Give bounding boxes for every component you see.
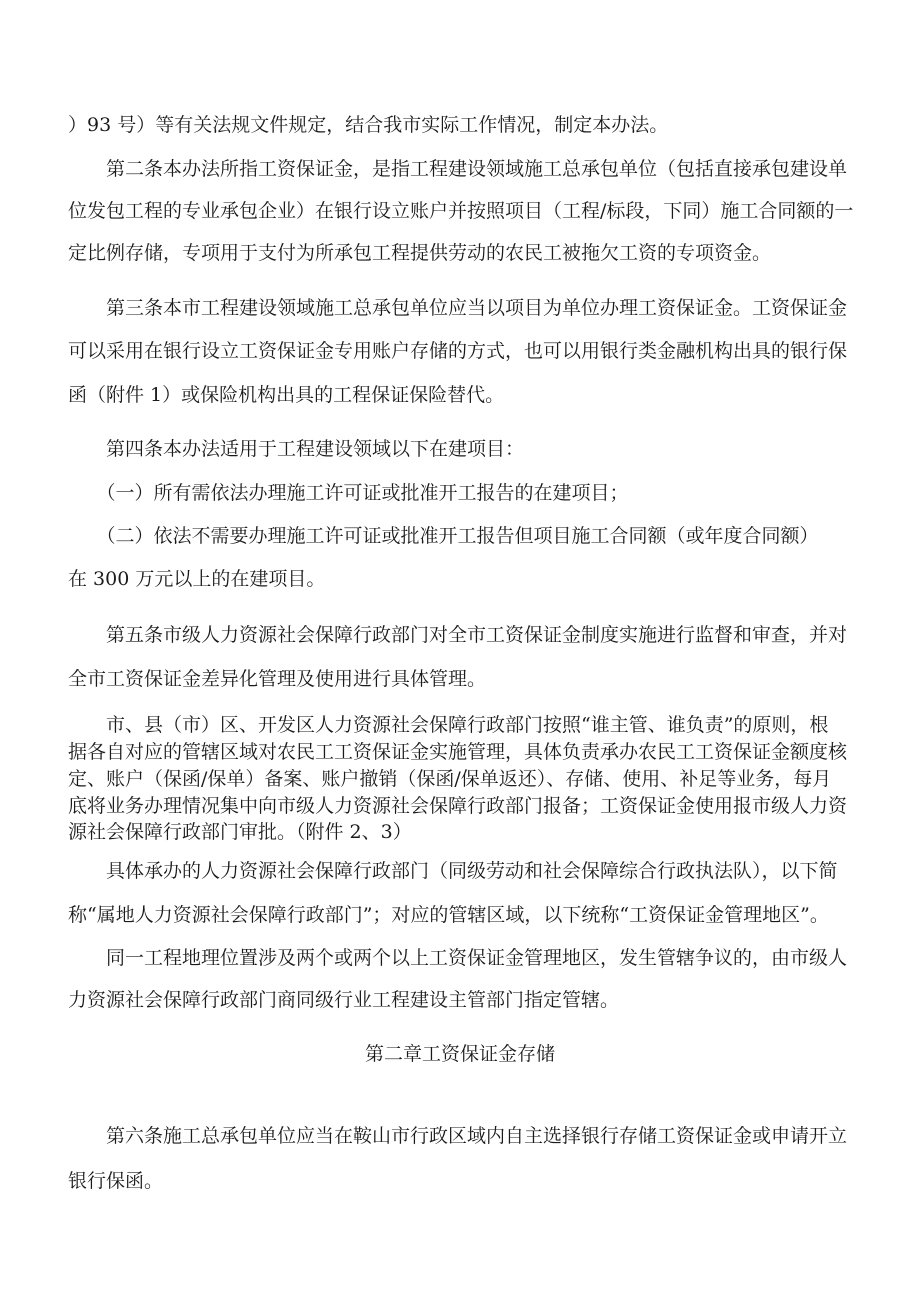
text-line: 全市工资保证金差异化管理及使用进行具体管理。 [68, 668, 487, 690]
text-line: 可以采用在银行设立工资保证金专用账户存储的方式，也可以用银行类金融机构出具的银行保 [68, 340, 848, 362]
text-line: 位发包工程的专业承包企业）在银行设立账户并按照项目（工程/标段，下同）施工合同额的一 [68, 200, 854, 222]
text-line: 在 300 万元以上的在建项目。 [68, 568, 326, 590]
text-line: 同一工程地理位置涉及两个或两个以上工资保证金管理地区，发生管辖争议的，由市级人 [68, 947, 848, 969]
chapter-heading: 第二章工资保证金存储 [364, 1043, 555, 1065]
text-line: 源社会保障行政部门审批。（附件 2、3） [68, 821, 412, 843]
text-line: 底将业务办理情况集中向市级人力资源社会保障行政部门报备；工资保证金使用报市级人力资 [68, 795, 848, 817]
text-line: 力资源社会保障行政部门商同级行业工程建设主管部门指定管辖。 [68, 989, 620, 1011]
text-line: （二）依法不需要办理施工许可证或批准开工报告但项目施工合同额（或年度合同额） [68, 525, 819, 547]
text-line: 定、账户（保函/保单）备案、账户撤销（保函/保单返还）、存储、使用、补足等业务，每月 [68, 768, 832, 790]
text-line: 具体承办的人力资源社会保障行政部门（同级劳动和社会保障综合行政执法队），以下简 [68, 860, 838, 882]
text-line: 第三条本市工程建设领域施工总承包单位应当以项目为单位办理工资保证金。工资保证金 [68, 297, 848, 319]
text-line: 第六条施工总承包单位应当在鞍山市行政区域内自主选择银行存储工资保证金或申请开立 [68, 1125, 848, 1147]
text-line: 定比例存储，专项用于支付为所承包工程提供劳动的农民工被拖欠工资的专项资金。 [68, 242, 772, 264]
text-line: 银行保函。 [68, 1170, 164, 1192]
text-line: 函（附件 1）或保险机构出具的工程保证保险替代。 [68, 384, 505, 406]
text-line: 第二条本办法所指工资保证金，是指工程建设领域施工总承包单位（包括直接承包建设单 [68, 158, 848, 180]
text-line: ）93 号）等有关法规文件规定，结合我市实际工作情况，制定本办法。 [68, 114, 669, 136]
text-line: 据各自对应的管辖区域对农民工工资保证金实施管理，具体负责承办农民工工资保证金额度核 [68, 741, 848, 763]
text-line: 第四条本办法适用于工程建设领域以下在建项目： [68, 438, 525, 460]
text-line: 称“属地人力资源社会保障行政部门”；对应的管辖区域，以下统称“工资保证金管理地区”。 [68, 904, 829, 926]
text-line: 市、县（市）区、开发区人力资源社会保障行政部门按照“谁主管、谁负责”的原则，根 [68, 714, 829, 736]
text-line: 第五条市级人力资源社会保障行政部门对全市工资保证金制度实施进行监督和审查，并对 [68, 624, 848, 646]
text-line: （一）所有需依法办理施工许可证或批准开工报告的在建项目； [68, 482, 629, 504]
